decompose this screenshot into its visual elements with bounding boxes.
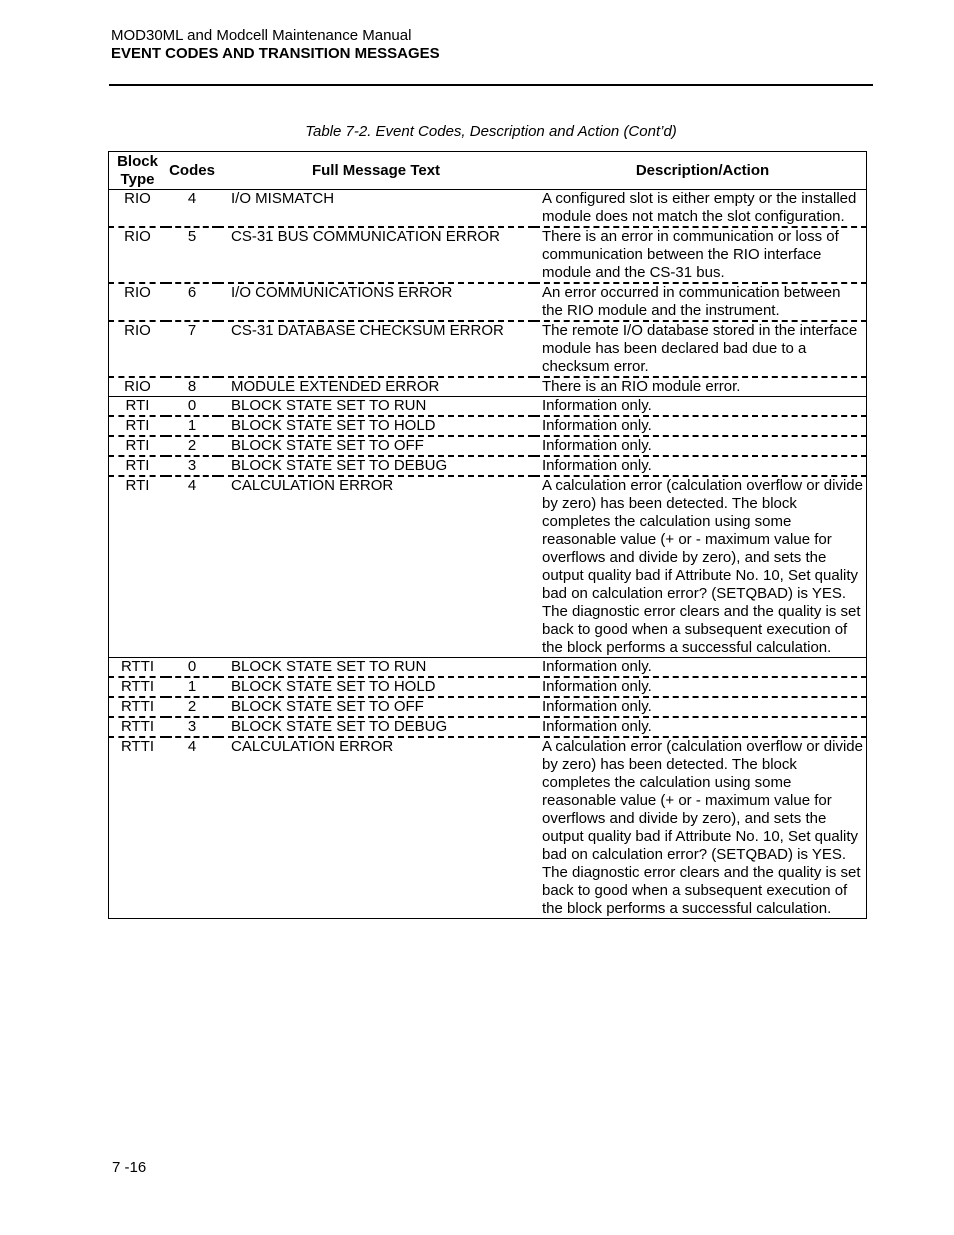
description-cell: There is an error in communication or loss of communication between the RIO interface module and the CS-31 bus. — [534, 227, 867, 283]
description-cell: Information only. — [534, 416, 867, 436]
table-row — [109, 717, 867, 737]
description-cell: A configured slot is either empty or the installed module does not match the slot configuration. — [534, 190, 867, 228]
code-cell: 1 — [166, 416, 218, 436]
block-type-label-line1: Block — [117, 152, 158, 170]
code-cell: 0 — [166, 397, 218, 417]
description-cell: Information only. — [534, 717, 867, 737]
block-type-cell: RTI — [109, 416, 167, 436]
description-cell: There is an RIO module error. — [534, 377, 867, 397]
description-cell: Information only. — [534, 436, 867, 456]
block-type-cell: RTTI — [109, 658, 167, 678]
column-header-codes: Codes — [166, 152, 218, 190]
column-header-description: Description/Action — [534, 152, 867, 190]
code-cell: 7 — [166, 321, 218, 377]
block-type-cell: RTI — [109, 476, 167, 658]
block-type-cell: RTI — [109, 456, 167, 476]
message-cell: BLOCK STATE SET TO DEBUG — [218, 456, 534, 476]
table-row — [109, 321, 867, 377]
table-row — [109, 677, 867, 697]
description-cell: Information only. — [534, 456, 867, 476]
running-header — [111, 27, 440, 63]
block-type-cell: RIO — [109, 227, 167, 283]
table-row — [109, 456, 867, 476]
code-cell: 6 — [166, 283, 218, 321]
block-type-cell: RTTI — [120, 738, 155, 755]
code-cell: 4 — [187, 738, 197, 755]
block-type-cell: RTI — [109, 436, 167, 456]
message-cell: CALCULATION ERROR — [218, 476, 534, 658]
message-cell: BLOCK STATE SET TO RUN — [218, 397, 534, 417]
message-cell: CS-31 BUS COMMUNICATION ERROR — [218, 227, 534, 283]
table-row — [109, 476, 867, 658]
code-cell: 8 — [166, 377, 218, 397]
message-cell: I/O COMMUNICATIONS ERROR — [218, 283, 534, 321]
code-cell: 5 — [166, 227, 218, 283]
code-cell: 4 — [166, 190, 218, 228]
message-cell: BLOCK STATE SET TO DEBUG — [218, 717, 534, 737]
table-row — [109, 377, 867, 397]
message-cell: BLOCK STATE SET TO HOLD — [218, 416, 534, 436]
message-cell: BLOCK STATE SET TO RUN — [218, 658, 534, 678]
table-header-row — [109, 152, 867, 190]
block-type-label-line2: Type — [120, 170, 155, 188]
table-row — [109, 436, 867, 456]
event-codes-table — [108, 151, 867, 919]
message-cell: CALCULATION ERROR — [231, 738, 394, 755]
block-type-cell: RTTI — [109, 677, 167, 697]
header-rule — [109, 84, 873, 86]
block-type-cell: RIO — [109, 190, 167, 228]
message-cell: BLOCK STATE SET TO OFF — [218, 697, 534, 717]
description-cell: Information only. — [534, 397, 867, 417]
code-cell: 4 — [166, 476, 218, 658]
message-cell: I/O MISMATCH — [218, 190, 534, 228]
description-cell: Information only. — [534, 697, 867, 717]
column-header-block-type — [109, 152, 167, 190]
table-caption: Table 7-2. Event Codes, Description and Action (Cont’d) — [305, 123, 677, 140]
description-cell: A calculation error (calculation overflow or divide by zero) has been detected. The block completes the calculation using some reasonable value (+ or - maximum value for overflows and divide by zero), and sets the output quality bad if Attribute No. 10, Set quality bad on calculation error? (SETQBAD) is YES. The diagnostic error clears and the quality is set back to good when a subsequent execution of the block performs a successful calculation. — [534, 476, 867, 658]
block-type-cell: RTTI — [109, 697, 167, 717]
page-number: 7 -16 — [112, 1159, 147, 1176]
block-type-cell: RIO — [109, 321, 167, 377]
code-cell: 3 — [166, 456, 218, 476]
block-type-cell: RTTI — [109, 717, 167, 737]
message-cell: CS-31 DATABASE CHECKSUM ERROR — [218, 321, 534, 377]
description-cell: The remote I/O database stored in the interface module has been declared bad due to a checksum error. — [534, 321, 867, 377]
table-row — [109, 737, 867, 919]
column-header-message: Full Message Text — [218, 152, 534, 190]
block-type-cell: RIO — [109, 377, 167, 397]
message-cell: BLOCK STATE SET TO OFF — [218, 436, 534, 456]
table-row — [109, 190, 867, 228]
description-cell: A calculation error (calculation overflow or divide by zero) has been detected. The block completes the calculation using some reasonable value (+ or - maximum value for overflows and divide by zero), and sets the output quality bad if Attribute No. 10, Set quality bad on calculation error? (SETQBAD) is YES. The diagnostic error clears and the quality is set back to good when a subsequent execution of the block performs a successful calculation. — [542, 738, 863, 917]
code-cell: 0 — [166, 658, 218, 678]
description-cell: Information only. — [534, 677, 867, 697]
description-cell: Information only. — [534, 658, 867, 678]
section-title: EVENT CODES AND TRANSITION MESSAGES — [111, 45, 440, 62]
table-row — [109, 283, 867, 321]
code-cell: 1 — [166, 677, 218, 697]
table-row — [109, 227, 867, 283]
block-type-cell: RTI — [109, 397, 167, 417]
block-type-cell: RIO — [109, 283, 167, 321]
code-cell: 2 — [166, 436, 218, 456]
description-cell: An error occurred in communication between the RIO module and the instrument. — [534, 283, 867, 321]
table-row — [109, 658, 867, 678]
code-cell: 3 — [166, 717, 218, 737]
message-cell: BLOCK STATE SET TO HOLD — [218, 677, 534, 697]
code-cell: 2 — [166, 697, 218, 717]
manual-title: MOD30ML and Modcell Maintenance Manual — [111, 27, 412, 44]
table-row — [109, 416, 867, 436]
table-row — [109, 397, 867, 417]
table-row — [109, 697, 867, 717]
message-cell: MODULE EXTENDED ERROR — [218, 377, 534, 397]
